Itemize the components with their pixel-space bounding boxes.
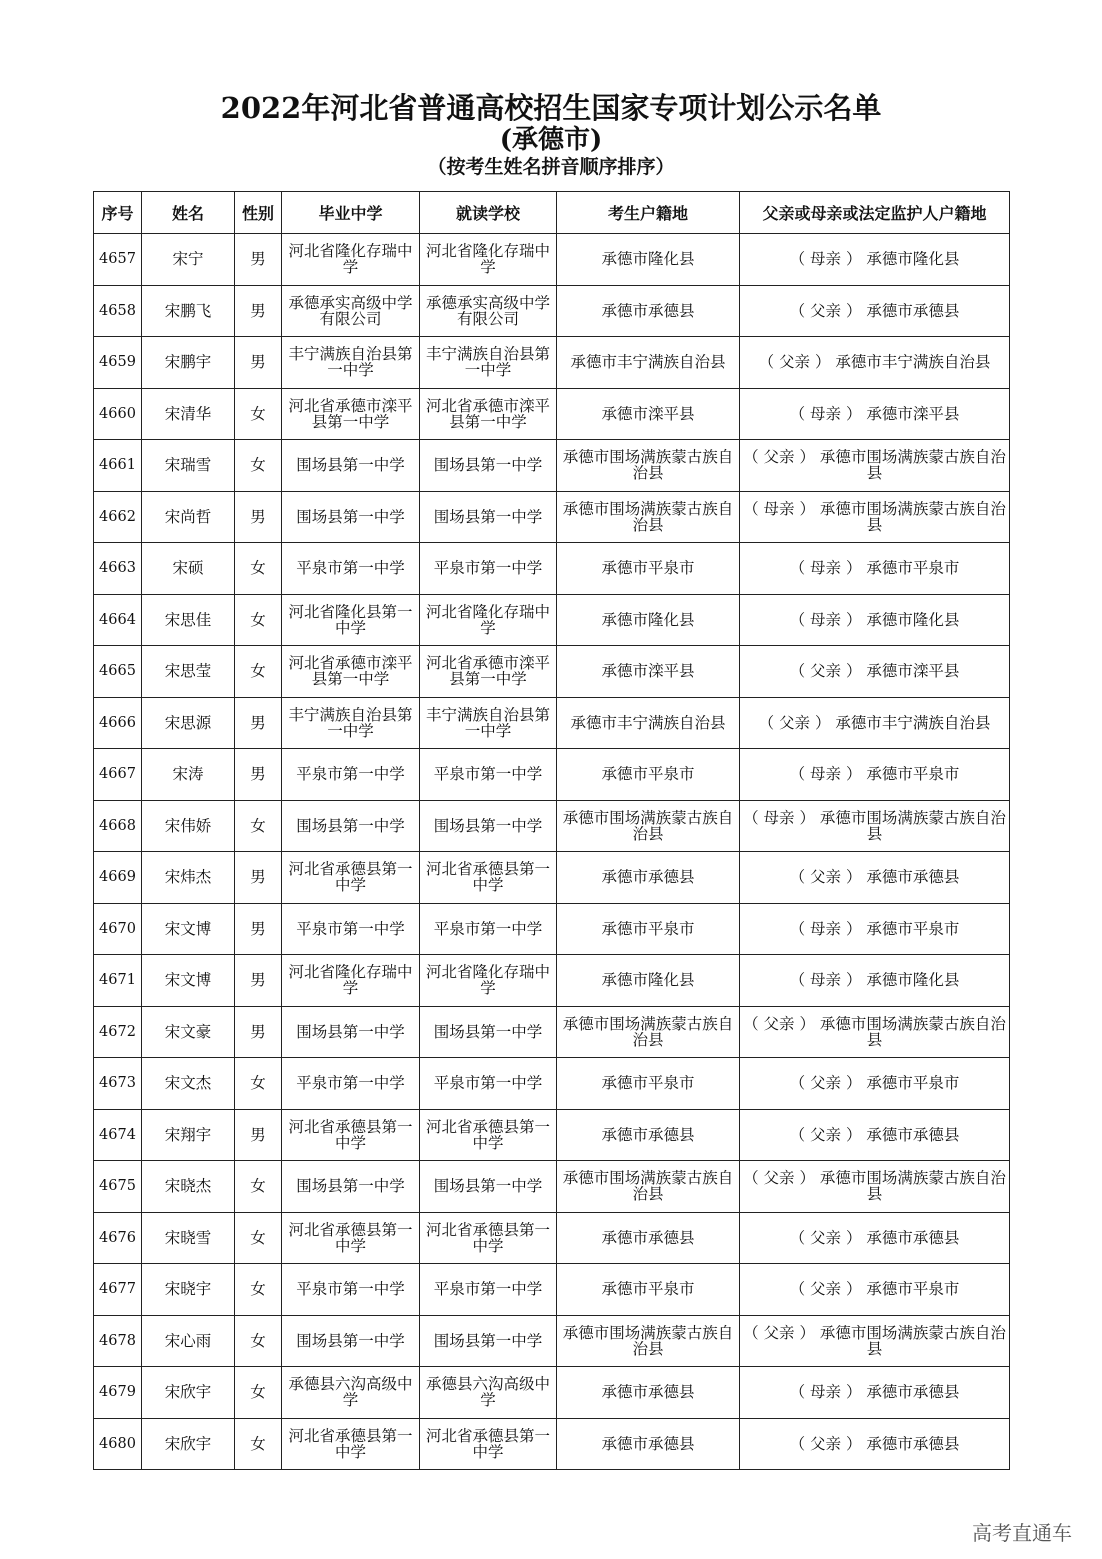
cell-guardian-hukou: （ 父亲 ） 承德市平泉市 [740,1264,1010,1316]
cell-gender: 男 [235,955,282,1007]
cell-gender: 女 [235,800,282,852]
table-row [94,903,1010,955]
cell-gender: 女 [235,1161,282,1213]
page-title: 2022年河北省普通高校招生国家专项计划公示名单 [220,91,882,125]
cell-current-school: 丰宁满族自治县第一中学 [420,337,557,389]
table-row [94,1264,1010,1316]
cell-gender: 男 [235,337,282,389]
table-header-row [94,192,1010,234]
cell-candidate-hukou: 承德市隆化县 [557,594,740,646]
table-row [94,440,1010,492]
cell-gender: 女 [235,543,282,595]
cell-guardian-hukou: （ 父亲 ） 承德市围场满族蒙古族自治县 [740,1161,1010,1213]
cell-graduated-school: 承德县六沟高级中学 [282,1367,420,1419]
cell-name: 宋思莹 [142,646,235,698]
cell-gender: 男 [235,1109,282,1161]
cell-graduated-school: 河北省承德县第一中学 [282,1109,420,1161]
cell-name: 宋思佳 [142,594,235,646]
cell-seq: 4669 [94,852,142,904]
cell-candidate-hukou: 承德市平泉市 [557,903,740,955]
watermark: 高考直通车 [972,1521,1072,1545]
cell-name: 宋心雨 [142,1315,235,1367]
cell-candidate-hukou: 承德市承德县 [557,1212,740,1264]
cell-graduated-school: 承德承实高级中学有限公司 [282,285,420,337]
cell-name: 宋清华 [142,388,235,440]
table-row [94,1006,1010,1058]
cell-seq: 4674 [94,1109,142,1161]
cell-guardian-hukou: （ 父亲 ） 承德市承德县 [740,1418,1010,1470]
cell-current-school: 河北省承德县第一中学 [420,1109,557,1161]
cell-guardian-hukou: （ 父亲 ） 承德市围场满族蒙古族自治县 [740,1006,1010,1058]
cell-name: 宋伟娇 [142,800,235,852]
cell-graduated-school: 河北省隆化县第一中学 [282,594,420,646]
cell-gender: 男 [235,852,282,904]
cell-current-school: 平泉市第一中学 [420,543,557,595]
cell-candidate-hukou: 承德市平泉市 [557,1058,740,1110]
table-row [94,285,1010,337]
table-row [94,852,1010,904]
cell-seq: 4672 [94,1006,142,1058]
cell-current-school: 河北省承德县第一中学 [420,852,557,904]
cell-seq: 4657 [94,234,142,286]
cell-name: 宋思源 [142,697,235,749]
cell-name: 宋欣宇 [142,1418,235,1470]
cell-current-school: 河北省隆化存瑞中学 [420,955,557,1007]
cell-seq: 4661 [94,440,142,492]
cell-current-school: 围场县第一中学 [420,440,557,492]
cell-candidate-hukou: 承德市承德县 [557,1418,740,1470]
cell-current-school: 围场县第一中学 [420,1315,557,1367]
cell-name: 宋瑞雪 [142,440,235,492]
table-body [94,234,1010,1470]
cell-current-school: 丰宁满族自治县第一中学 [420,697,557,749]
roster-table [93,191,1010,1470]
cell-guardian-hukou: （ 母亲 ） 承德市平泉市 [740,749,1010,801]
cell-candidate-hukou: 承德市滦平县 [557,388,740,440]
cell-candidate-hukou: 承德市丰宁满族自治县 [557,337,740,389]
cell-name: 宋文豪 [142,1006,235,1058]
cell-seq: 4677 [94,1264,142,1316]
sort-note: （按考生姓名拼音顺序排序） [427,156,675,178]
table-row [94,543,1010,595]
cell-current-school: 围场县第一中学 [420,1161,557,1213]
cell-seq: 4666 [94,697,142,749]
cell-candidate-hukou: 承德市围场满族蒙古族自治县 [557,800,740,852]
cell-name: 宋晓雪 [142,1212,235,1264]
cell-graduated-school: 平泉市第一中学 [282,1264,420,1316]
cell-gender: 男 [235,491,282,543]
cell-current-school: 平泉市第一中学 [420,1058,557,1110]
cell-seq: 4679 [94,1367,142,1419]
cell-seq: 4658 [94,285,142,337]
cell-guardian-hukou: （ 母亲 ） 承德市滦平县 [740,388,1010,440]
cell-candidate-hukou: 承德市围场满族蒙古族自治县 [557,440,740,492]
cell-current-school: 承德承实高级中学有限公司 [420,285,557,337]
header-name: 姓名 [142,192,235,234]
cell-current-school: 平泉市第一中学 [420,903,557,955]
cell-guardian-hukou: （ 父亲 ） 承德市围场满族蒙古族自治县 [740,1315,1010,1367]
cell-guardian-hukou: （ 母亲 ） 承德市围场满族蒙古族自治县 [740,800,1010,852]
table-row [94,1109,1010,1161]
cell-guardian-hukou: （ 父亲 ） 承德市承德县 [740,852,1010,904]
cell-name: 宋文博 [142,955,235,1007]
cell-graduated-school: 平泉市第一中学 [282,749,420,801]
cell-current-school: 围场县第一中学 [420,800,557,852]
cell-name: 宋晓宇 [142,1264,235,1316]
cell-graduated-school: 河北省承德市滦平县第一中学 [282,388,420,440]
header-seq: 序号 [94,192,142,234]
table-row [94,1058,1010,1110]
cell-candidate-hukou: 承德市围场满族蒙古族自治县 [557,1315,740,1367]
cell-guardian-hukou: （ 母亲 ） 承德市隆化县 [740,594,1010,646]
cell-guardian-hukou: （ 母亲 ） 承德市承德县 [740,1367,1010,1419]
cell-gender: 女 [235,1418,282,1470]
cell-gender: 男 [235,234,282,286]
cell-graduated-school: 平泉市第一中学 [282,543,420,595]
table-row [94,388,1010,440]
table-row [94,1212,1010,1264]
cell-guardian-hukou: （ 父亲 ） 承德市承德县 [740,1109,1010,1161]
cell-graduated-school: 围场县第一中学 [282,440,420,492]
cell-graduated-school: 围场县第一中学 [282,491,420,543]
cell-name: 宋欣宇 [142,1367,235,1419]
cell-graduated-school: 河北省隆化存瑞中学 [282,234,420,286]
cell-name: 宋鹏宇 [142,337,235,389]
table-row [94,337,1010,389]
table-row [94,234,1010,286]
cell-current-school: 承德县六沟高级中学 [420,1367,557,1419]
cell-name: 宋文博 [142,903,235,955]
cell-candidate-hukou: 承德市围场满族蒙古族自治县 [557,1006,740,1058]
cell-candidate-hukou: 承德市隆化县 [557,955,740,1007]
cell-current-school: 平泉市第一中学 [420,1264,557,1316]
cell-graduated-school: 河北省承德市滦平县第一中学 [282,646,420,698]
header-candidate-hukou: 考生户籍地 [557,192,740,234]
cell-gender: 男 [235,697,282,749]
cell-name: 宋尚哲 [142,491,235,543]
cell-seq: 4671 [94,955,142,1007]
cell-seq: 4662 [94,491,142,543]
cell-seq: 4664 [94,594,142,646]
cell-name: 宋涛 [142,749,235,801]
table-row [94,646,1010,698]
cell-seq: 4667 [94,749,142,801]
cell-seq: 4678 [94,1315,142,1367]
cell-graduated-school: 围场县第一中学 [282,800,420,852]
cell-seq: 4676 [94,1212,142,1264]
page-subtitle: (承德市) [499,125,603,155]
cell-graduated-school: 河北省隆化存瑞中学 [282,955,420,1007]
cell-candidate-hukou: 承德市承德县 [557,285,740,337]
cell-current-school: 河北省承德县第一中学 [420,1418,557,1470]
cell-seq: 4673 [94,1058,142,1110]
cell-guardian-hukou: （ 父亲 ） 承德市围场满族蒙古族自治县 [740,440,1010,492]
cell-name: 宋鹏飞 [142,285,235,337]
header-gender: 性别 [235,192,282,234]
cell-graduated-school: 河北省承德县第一中学 [282,852,420,904]
cell-guardian-hukou: （ 母亲 ） 承德市围场满族蒙古族自治县 [740,491,1010,543]
cell-gender: 女 [235,1264,282,1316]
cell-gender: 女 [235,646,282,698]
cell-gender: 女 [235,440,282,492]
cell-candidate-hukou: 承德市围场满族蒙古族自治县 [557,1161,740,1213]
cell-candidate-hukou: 承德市承德县 [557,852,740,904]
cell-guardian-hukou: （ 父亲 ） 承德市丰宁满族自治县 [740,697,1010,749]
cell-candidate-hukou: 承德市承德县 [557,1109,740,1161]
cell-seq: 4680 [94,1418,142,1470]
cell-gender: 男 [235,903,282,955]
cell-current-school: 围场县第一中学 [420,491,557,543]
cell-name: 宋翔宇 [142,1109,235,1161]
cell-name: 宋晓杰 [142,1161,235,1213]
table-row [94,955,1010,1007]
cell-guardian-hukou: （ 父亲 ） 承德市承德县 [740,1212,1010,1264]
cell-guardian-hukou: （ 父亲 ） 承德市平泉市 [740,1058,1010,1110]
cell-graduated-school: 平泉市第一中学 [282,1058,420,1110]
cell-graduated-school: 围场县第一中学 [282,1161,420,1213]
cell-current-school: 河北省承德市滦平县第一中学 [420,388,557,440]
cell-gender: 男 [235,1006,282,1058]
cell-graduated-school: 丰宁满族自治县第一中学 [282,697,420,749]
cell-seq: 4660 [94,388,142,440]
cell-seq: 4675 [94,1161,142,1213]
cell-graduated-school: 平泉市第一中学 [282,903,420,955]
cell-current-school: 河北省隆化存瑞中学 [420,234,557,286]
cell-gender: 男 [235,285,282,337]
header-graduated-school: 毕业中学 [282,192,420,234]
cell-guardian-hukou: （ 母亲 ） 承德市平泉市 [740,903,1010,955]
cell-gender: 女 [235,594,282,646]
cell-current-school: 河北省隆化存瑞中学 [420,594,557,646]
table-row [94,697,1010,749]
cell-gender: 女 [235,1058,282,1110]
table-row [94,1161,1010,1213]
cell-seq: 4668 [94,800,142,852]
table-row [94,491,1010,543]
cell-current-school: 河北省承德县第一中学 [420,1212,557,1264]
cell-seq: 4665 [94,646,142,698]
cell-graduated-school: 河北省承德县第一中学 [282,1212,420,1264]
table-row [94,800,1010,852]
cell-candidate-hukou: 承德市围场满族蒙古族自治县 [557,491,740,543]
table-row [94,1418,1010,1470]
cell-current-school: 围场县第一中学 [420,1006,557,1058]
cell-name: 宋宁 [142,234,235,286]
header-guardian-hukou: 父亲或母亲或法定监护人户籍地 [740,192,1010,234]
cell-seq: 4670 [94,903,142,955]
cell-guardian-hukou: （ 父亲 ） 承德市承德县 [740,285,1010,337]
cell-gender: 女 [235,1212,282,1264]
cell-gender: 女 [235,1367,282,1419]
header-current-school: 就读学校 [420,192,557,234]
cell-candidate-hukou: 承德市承德县 [557,1367,740,1419]
cell-gender: 女 [235,1315,282,1367]
cell-guardian-hukou: （ 母亲 ） 承德市隆化县 [740,234,1010,286]
cell-guardian-hukou: （ 父亲 ） 承德市丰宁满族自治县 [740,337,1010,389]
table-row [94,1315,1010,1367]
cell-current-school: 平泉市第一中学 [420,749,557,801]
cell-guardian-hukou: （ 父亲 ） 承德市滦平县 [740,646,1010,698]
cell-seq: 4659 [94,337,142,389]
cell-gender: 女 [235,388,282,440]
cell-graduated-school: 围场县第一中学 [282,1315,420,1367]
cell-graduated-school: 围场县第一中学 [282,1006,420,1058]
cell-candidate-hukou: 承德市隆化县 [557,234,740,286]
cell-guardian-hukou: （ 母亲 ） 承德市隆化县 [740,955,1010,1007]
cell-name: 宋硕 [142,543,235,595]
cell-gender: 男 [235,749,282,801]
cell-candidate-hukou: 承德市平泉市 [557,1264,740,1316]
cell-graduated-school: 丰宁满族自治县第一中学 [282,337,420,389]
cell-candidate-hukou: 承德市滦平县 [557,646,740,698]
table-row [94,749,1010,801]
cell-name: 宋文杰 [142,1058,235,1110]
cell-name: 宋炜杰 [142,852,235,904]
table-row [94,1367,1010,1419]
cell-guardian-hukou: （ 母亲 ） 承德市平泉市 [740,543,1010,595]
cell-current-school: 河北省承德市滦平县第一中学 [420,646,557,698]
cell-candidate-hukou: 承德市平泉市 [557,543,740,595]
cell-seq: 4663 [94,543,142,595]
cell-candidate-hukou: 承德市平泉市 [557,749,740,801]
table-row [94,594,1010,646]
cell-candidate-hukou: 承德市丰宁满族自治县 [557,697,740,749]
cell-graduated-school: 河北省承德县第一中学 [282,1418,420,1470]
